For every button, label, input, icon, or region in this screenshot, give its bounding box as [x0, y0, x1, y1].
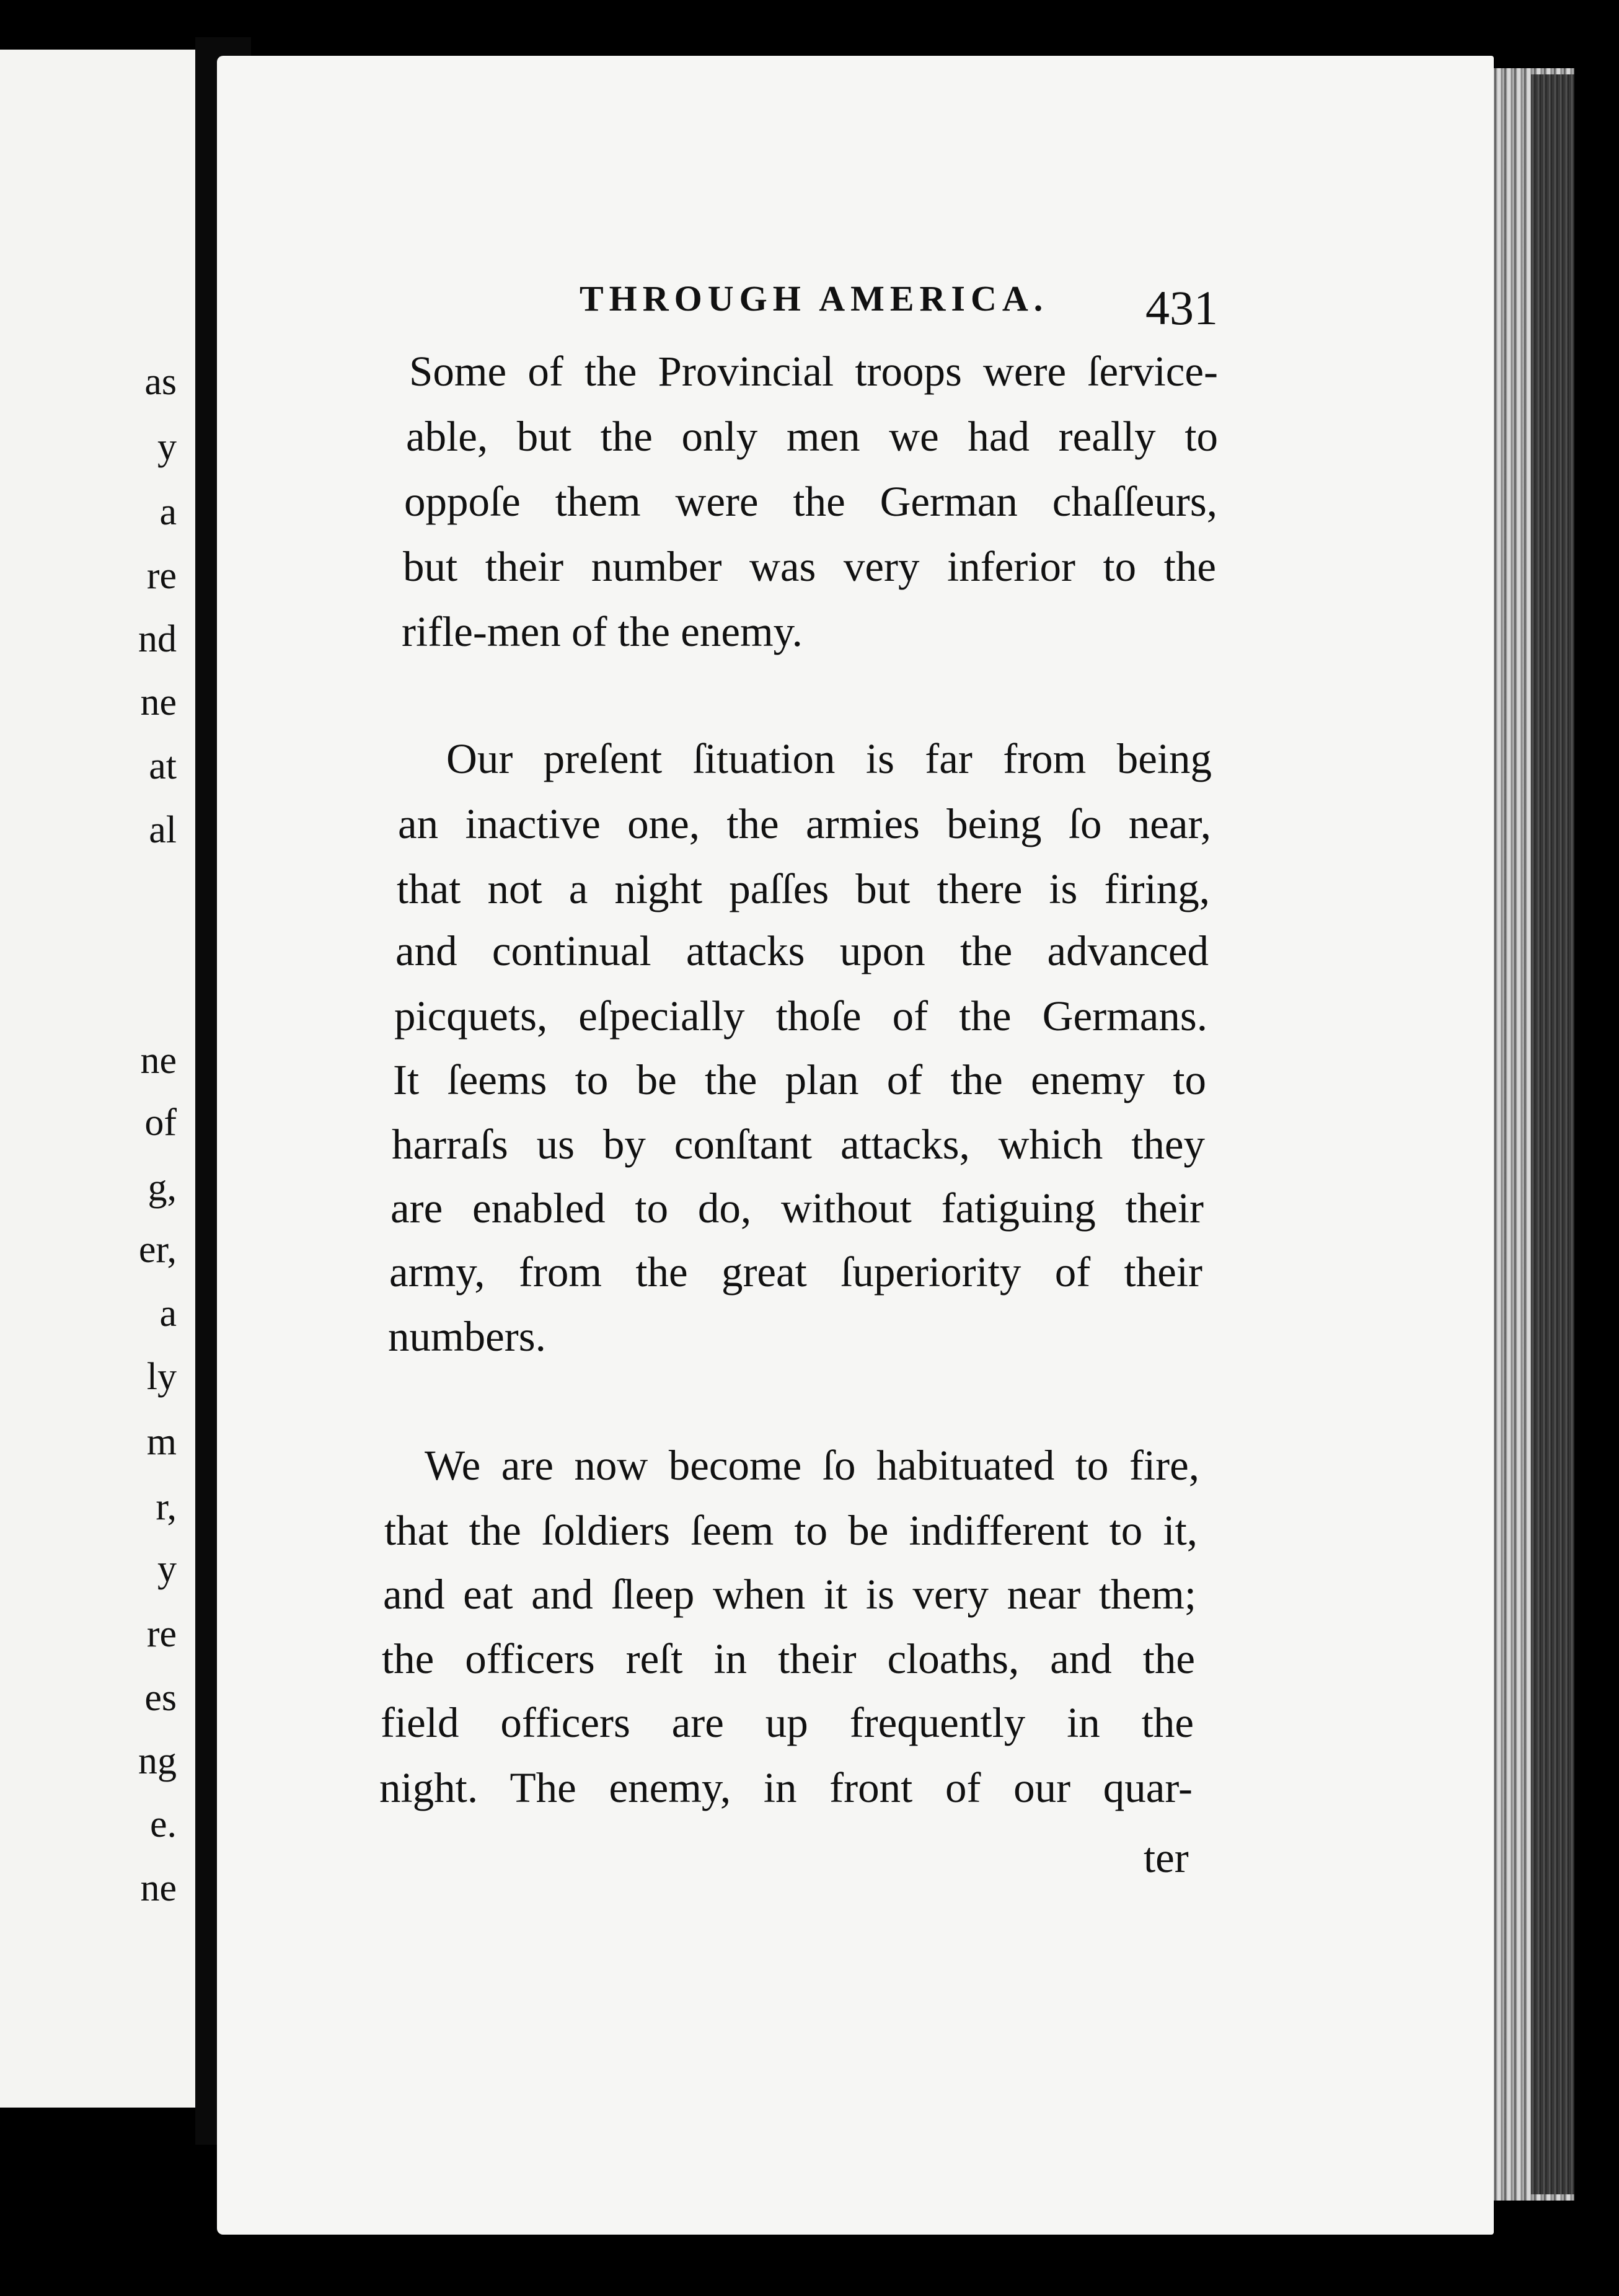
- left-page-fragment: of: [144, 1102, 177, 1144]
- text-line: the officers reſt in their cloaths, and the: [382, 1635, 1195, 1682]
- page-number: 431: [1145, 281, 1218, 335]
- text-line: rifle-men of the enemy.: [402, 608, 803, 655]
- left-page-fragment: e.: [149, 1803, 177, 1845]
- left-page-fragment: at: [149, 745, 177, 787]
- left-page-fragment: es: [144, 1677, 177, 1719]
- left-page-fragment: y: [157, 426, 177, 468]
- left-facing-page: [0, 50, 199, 2108]
- text-line: night. The enemy, in front of our quar-: [379, 1764, 1193, 1811]
- left-page-fragment: ly: [146, 1356, 177, 1398]
- left-page-fragment: g,: [148, 1167, 177, 1209]
- text-line: harraſs us by conſtant attacks, which they: [392, 1121, 1205, 1168]
- text-line: numbers.: [388, 1313, 546, 1360]
- text-line: but their number was very inferior to the: [403, 543, 1216, 590]
- left-page-fragment: ng: [138, 1740, 177, 1782]
- left-page-fragment: as: [144, 361, 177, 403]
- left-page-fragment: er,: [138, 1229, 177, 1271]
- text-line: picquets, eſpecially thoſe of the Germans.: [394, 992, 1207, 1040]
- catchword: ter: [1144, 1834, 1189, 1881]
- left-page-fragment: a: [159, 491, 177, 533]
- text-line: Our preſent ſituation is far from being: [446, 735, 1212, 782]
- left-page-fragment: r,: [156, 1486, 177, 1528]
- left-page-fragment: ne: [140, 681, 177, 723]
- left-page-fragment: ne: [140, 1040, 177, 1082]
- page-edges-shadow: [1531, 74, 1574, 2194]
- left-page-fragment: y: [157, 1548, 177, 1590]
- text-line: an inactive one, the armies being ſo near,: [398, 800, 1211, 847]
- left-page-fragment: ne: [140, 1867, 177, 1909]
- text-line: are enabled to do, without fatiguing their: [390, 1185, 1204, 1232]
- left-page-fragment: re: [146, 555, 177, 597]
- left-page-fragment: al: [149, 809, 177, 851]
- text-line: Some of the Provincial troops were ſervice-: [409, 348, 1218, 395]
- text-line: We are now become ſo habituated to fire,: [425, 1442, 1199, 1489]
- text-line: that not a night paſſes but there is firing,: [397, 865, 1210, 912]
- text-line: army, from the great ſuperiority of their: [389, 1248, 1202, 1296]
- text-line: It ſeems to be the plan of the enemy to: [393, 1056, 1206, 1103]
- text-line: field officers are up frequently in the: [381, 1699, 1194, 1746]
- text-line: and continual attacks upon the advanced: [395, 927, 1209, 974]
- left-page-fragment: re: [146, 1613, 177, 1655]
- left-page-fragment: m: [146, 1421, 177, 1463]
- running-head: THROUGH AMERICA.: [580, 278, 1049, 319]
- text-line: able, but the only men we had really to: [406, 413, 1218, 460]
- left-page-fragment: a: [159, 1292, 177, 1335]
- text-line: and eat and ſleep when it is very near them;: [383, 1571, 1196, 1618]
- left-page-fragment: nd: [138, 618, 177, 660]
- text-line: that the ſoldiers ſeem to be indifferent to it,: [384, 1507, 1198, 1554]
- text-line: oppoſe them were the German chaſſeurs,: [404, 478, 1217, 525]
